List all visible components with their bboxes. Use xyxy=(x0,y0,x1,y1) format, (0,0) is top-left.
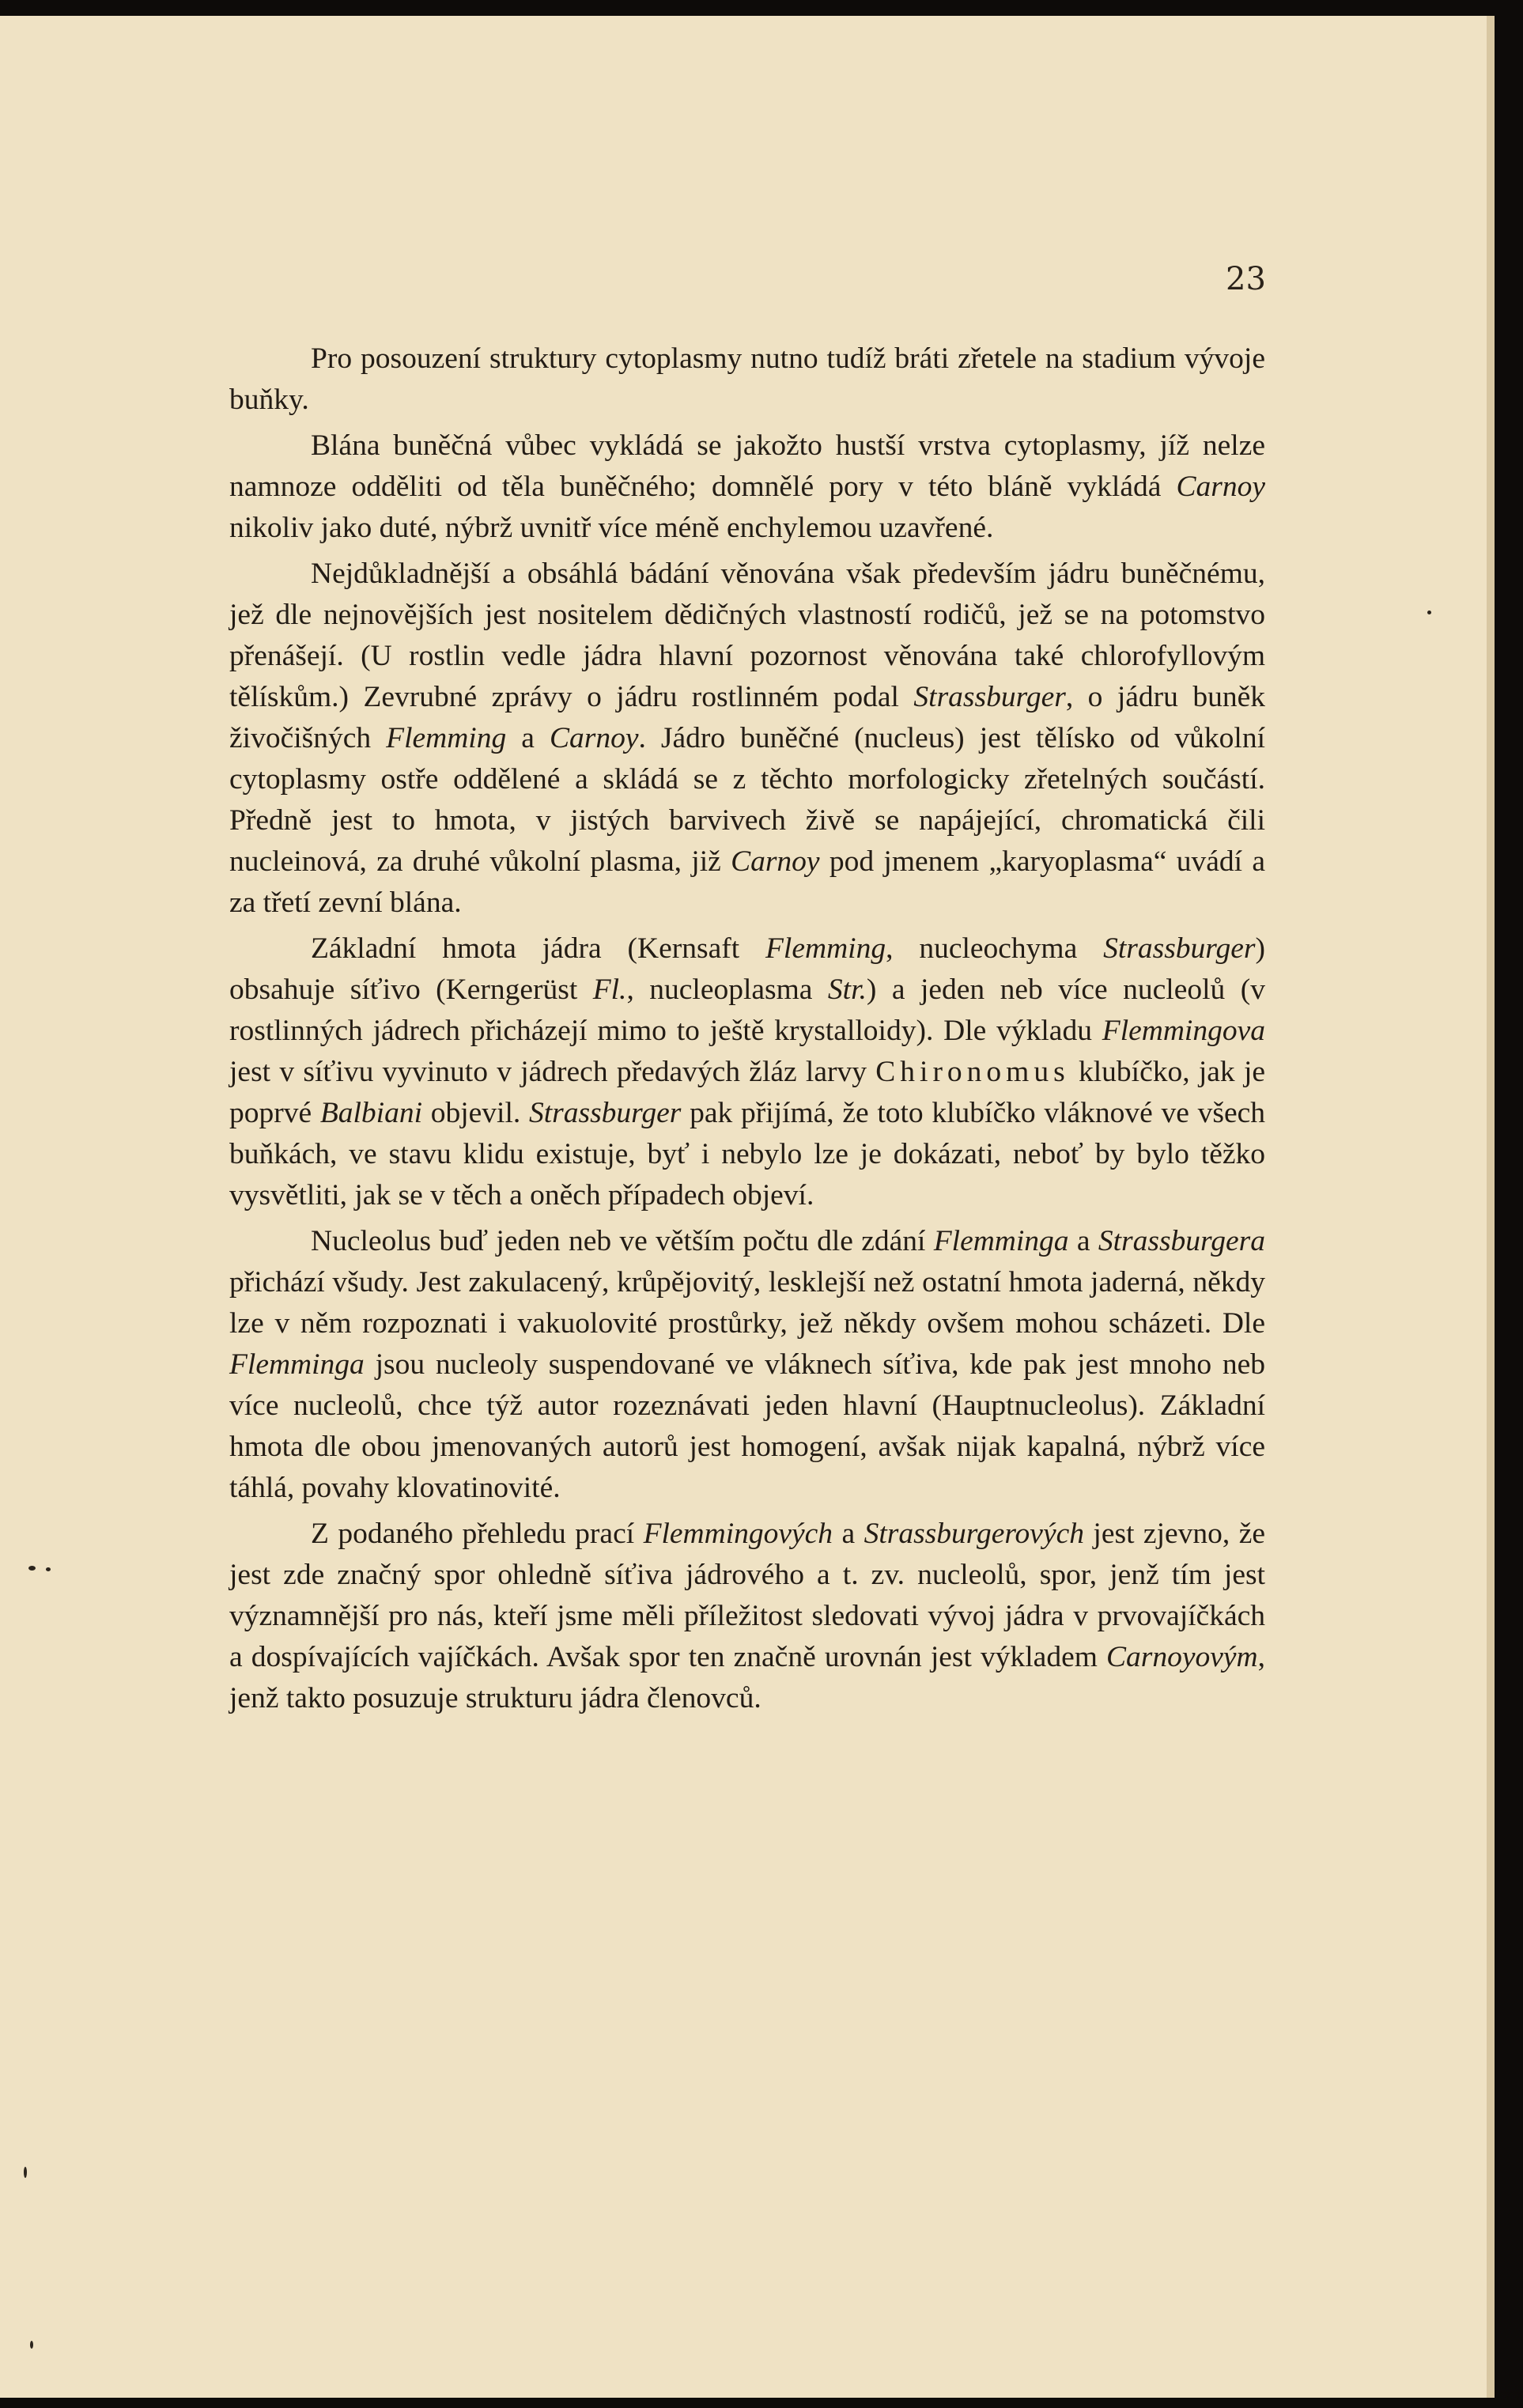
italic-name: Strassburgera xyxy=(1098,1225,1265,1257)
text-run: , jenž takto posuzuje strukturu jádra členovců. xyxy=(229,1641,1265,1714)
text-run: přichází všudy. Jest zakulacený, krůpějovitý, lesklejší než ostatní hmota jaderná, někdy lze v něm rozpoznati i vakuolovité prostůrky, jež někdy ovšem mohou scházeti. Dle xyxy=(229,1266,1265,1340)
text-run: a xyxy=(1068,1225,1098,1257)
italic-name: Fl. xyxy=(592,973,627,1006)
text-run: jsou nucleoly suspendované ve vláknech síťiva, kde pak jest mnoho neb více nucleolů, chce týž autor rozeznávati jeden hlavní (Hauptnucleolus). Základní hmota dle obou jmenovaných autorů jest homogení, avšak nijak kapalná, nýbrž více táhlá, povahy klovatinovité. xyxy=(229,1348,1265,1504)
text-run: jest zjevno, že jest zde značný spor ohledně síťiva jádrového a t. zv. nucleolů, spor, jenž tím jest významnější pro nás, kteří jsme měli příležitost sledovati vývoj jádra v prvovajíčkách a dospívajících vajíčkách. Avšak spor ten značně urovnán jest výkladem xyxy=(229,1518,1265,1673)
italic-name: Strassburger xyxy=(528,1097,682,1129)
italic-name: Strassburger xyxy=(913,681,1066,713)
italic-name: Balbiani xyxy=(319,1097,423,1129)
page-number: 23 xyxy=(1226,261,1266,297)
body-text xyxy=(229,338,1265,1724)
text-run: ) a jeden neb více nucleolů (v rostlinných jádrech přicházejí mimo to ještě krystalloidy). Dle výkladu xyxy=(229,973,1265,1047)
text-run: objevil. xyxy=(422,1097,529,1129)
italic-name: Carnoy xyxy=(1176,471,1265,503)
text-run: pod jmenem „karyoplasma“ uvádí a za třetí zevní blána. xyxy=(229,845,1265,919)
text-run: . Jádro buněčné (nucleus) jest tělísko od vůkolní cytoplasmy ostře oddělené a skládá se z těchto morfologicky zřetelných součástí. Předně jest to hmota, v jistých barvivech živě se napájející, chromatická čili nucleinová, za druhé vůkolní plasma, již xyxy=(229,722,1265,878)
text-run: Pro posouzení struktury cytoplasmy nutno tudíž bráti zřetele na stadium vývoje buňky. xyxy=(229,342,1265,416)
text-run: klubíčko, jak je poprvé xyxy=(229,1056,1266,1129)
italic-name: Carnoyovým xyxy=(1106,1641,1258,1673)
paragraph xyxy=(229,425,1265,549)
paragraph xyxy=(229,554,1265,924)
paragraph xyxy=(229,1221,1265,1509)
text-run: , o jádru buněk živočišných xyxy=(229,681,1265,754)
italic-name: Flemminga xyxy=(229,1348,365,1381)
text-run: Základní hmota jádra (Kernsaft xyxy=(311,932,766,965)
italic-name: Str. xyxy=(827,973,867,1006)
paragraph xyxy=(229,928,1265,1216)
book-page xyxy=(0,16,1495,2398)
text-run: Blána buněčná vůbec vykládá se jakožto hustší vrstva cytoplasmy, jíž nelze namnoze odděliti od těla buněčného; domnělé pory v této bláně vykládá xyxy=(229,429,1265,503)
italic-name: Flemming xyxy=(386,722,507,754)
text-run: a xyxy=(506,722,550,754)
text-run: ) obsahuje síťivo (Kerngerüst xyxy=(229,932,1265,1006)
text-run: nikoliv jako duté, nýbrž uvnitř více méně enchylemou uzavřené. xyxy=(229,512,994,544)
text-run: pak přijímá, že toto klubíčko vláknové ve všech buňkách, ve stavu klidu existuje, byť i nebylo lze je dokázati, neboť by bylo těžko vysvětliti, jak se v těch a oněch případech objeví. xyxy=(229,1097,1265,1212)
italic-name: Carnoy xyxy=(731,845,820,878)
italic-name: Flemming xyxy=(765,932,886,965)
spaced-term: Chironomus xyxy=(875,1056,1070,1088)
italic-name: Strassburgerových xyxy=(864,1518,1084,1550)
text-run: , nucleochyma xyxy=(886,932,1104,965)
paragraph xyxy=(229,338,1265,421)
margin-speck xyxy=(28,1566,36,1571)
margin-speck xyxy=(30,2341,33,2349)
italic-name: Carnoy xyxy=(549,722,639,754)
italic-name: Strassburger xyxy=(1103,932,1256,965)
italic-name: Flemmingových xyxy=(643,1518,833,1550)
margin-speck xyxy=(46,1567,51,1571)
text-run: Nucleolus buď jeden neb ve větším počtu dle zdání xyxy=(311,1225,934,1257)
text-run: Z podaného přehledu prací xyxy=(311,1518,644,1550)
paragraph xyxy=(229,1514,1265,1719)
text-run: Nejdůkladnější a obsáhlá bádání věnována však především jádru buněčnému, jež dle nejnovějších jest nositelem dědičných vlastností rodičů, jež se na potomstvo přenášejí. (U rostlin vedle jádra hlavní pozornost věnována také chlorofyllovým tělískům.) Zevrubné zprávy o jádru rostlinném podal xyxy=(229,558,1265,713)
italic-name: Flemmingova xyxy=(1102,1015,1265,1047)
text-run: jest v síťivu vyvinuto v jádrech předavých žláz larvy xyxy=(229,1056,876,1088)
text-run: , nucleoplasma xyxy=(626,973,828,1006)
margin-speck xyxy=(24,2167,27,2178)
text-run: a xyxy=(833,1518,864,1550)
italic-name: Flemminga xyxy=(933,1225,1069,1257)
margin-speck xyxy=(1427,611,1431,614)
